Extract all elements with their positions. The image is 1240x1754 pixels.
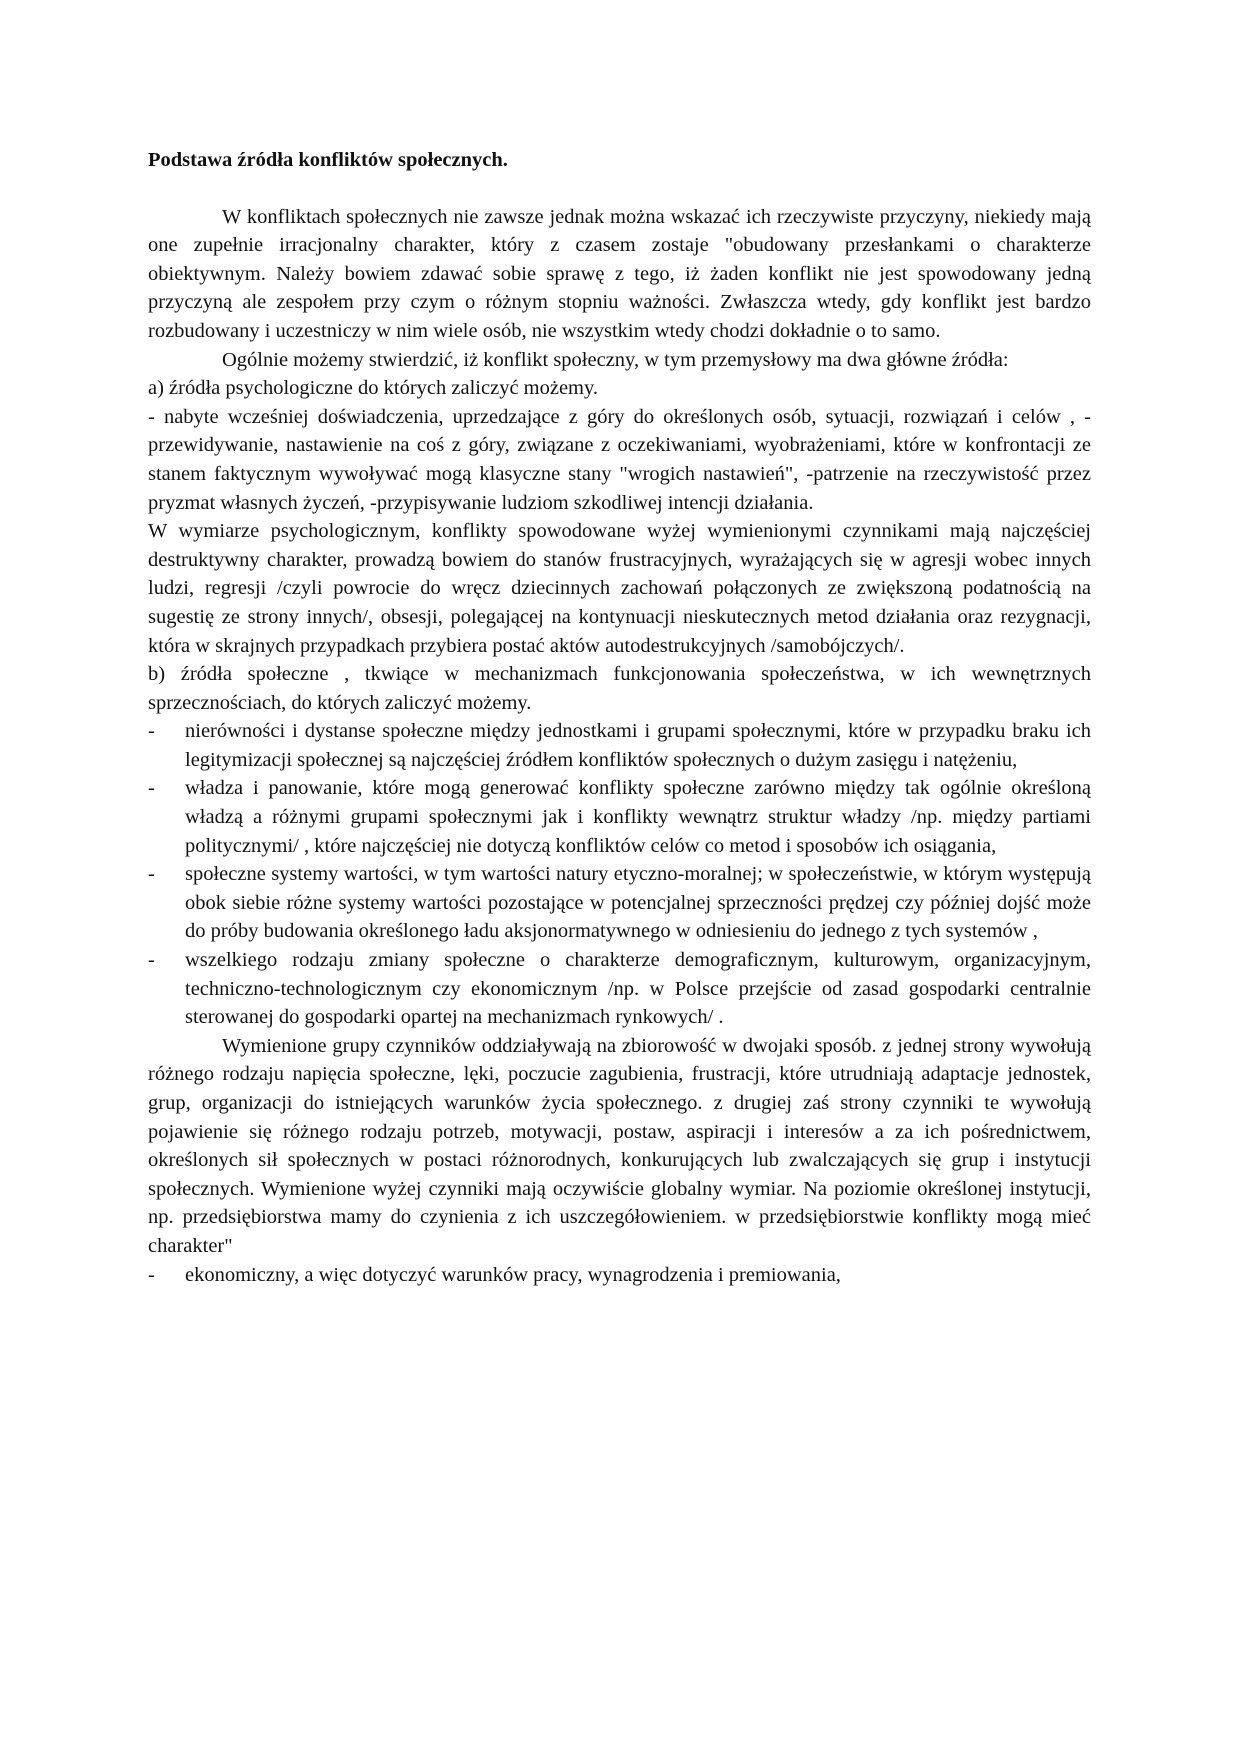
social-sources-list <box>148 717 1091 1032</box>
document-title: Podstawa źródła konfliktów społecznych. <box>148 149 508 171</box>
list-item <box>148 860 1091 946</box>
bullet-dash: - <box>148 949 155 972</box>
paragraph-two-sources: Ogólnie możemy stwierdzić, iż konflikt społeczny, w tym przemysłowy ma dwa główne źródła: <box>222 348 1009 371</box>
list-item <box>148 717 1091 774</box>
list-item-text: władza i panowanie, które mogą generować konflikty społeczne zarówno między tak ogólnie określoną władzą a różnymi grupami społecznymi jak i konflikty wewnątrz struktur władzy /np. między partiami politycznymi/ , które najczęściej nie dotyczą konfliktów celów co metod i sposobów ich osiągania, <box>185 777 1091 857</box>
paragraph-social-sources-heading: b) źródła społeczne , tkwiące w mechanizmach funkcjonowania społeczeństwa, w ich wewnętrznych sprzecznościach, do których zaliczyć możemy. <box>148 663 1091 714</box>
list-item <box>148 774 1091 860</box>
bullet-dash: - <box>148 720 155 743</box>
list-item-text: nierówności i dystanse społeczne między jednostkami i grupami społecznymi, które w przypadku braku ich legitymizacji społecznej są najczęściej źródłem konfliktów społecznych o dużym zasięgu i natężeniu, <box>185 720 1091 771</box>
list-item <box>148 946 1091 1032</box>
paragraph-psychological-sources-list: - nabyte wcześniej doświadczenia, uprzedzające z góry do określonych osób, sytuacji, rozwiązań i celów , -przewidywanie, nastawienie na coś z góry, związane z oczekiwaniami, wyobrażeniami, które w konfrontacji ze stanem faktycznym wywoływać mogą klasyczne stany "wrogich nastawień", -patrzenie na rzeczywistość przez pryzmat własnych życzeń, -przypisywanie ludziom szkodliwej intencji działania. <box>148 405 1091 514</box>
paragraph-factor-effects: Wymienione grupy czynników oddziaływają na zbiorowość w dwojaki sposób. z jednej strony wywołują różnego rodzaju napięcia społeczne, lęki, poczucie zagubienia, frustracji, które utrudniają adaptacje jednostek, grup, organizacji do istniejących warunków życia społecznego. z drugiej zaś strony czynniki te wywołują pojawienie się różnego rodzaju potrzeb, motywacji, postaw, aspiracji i interesów a za ich pośrednictwem, określonych sił społecznych w postaci różnorodnych, konkurujących lub zwalczających się grup i instytucji społecznych. Wymienione wyżej czynniki mają oczywiście globalny wymiar. Na poziomie określonej instytucji, np. przedsiębiorstwa mamy do czynienia z ich uszczegółowieniem. w przedsiębiorstwie konflikty mogą mieć charakter" <box>148 1034 1091 1257</box>
list-item <box>148 1261 1091 1290</box>
paragraph-psychological-sources-heading: a) źródła psychologiczne do których zaliczyć możemy. <box>148 377 599 400</box>
paragraph-psychological-dimension: W wymiarze psychologicznym, konflikty spowodowane wyżej wymienionymi czynnikami mają najczęściej destruktywny charakter, prowadzą bowiem do stanów frustracyjnych, wyrażających się w agresji wobec innych ludzi, regresji /czyli powrocie do wręcz dziecinnych zachowań połączonych ze zwiększoną podatnością na sugestię ze strony innych/, obsesji, polegającej na kontynuacji nieskutecznych metod działania oraz rezygnacji, która w skrajnych przypadkach przybiera postać aktów autodestrukcyjnych /samobójczych/. <box>148 520 1091 657</box>
enterprise-conflict-list <box>148 1261 1091 1290</box>
paragraph-intro: W konfliktach społecznych nie zawsze jednak można wskazać ich rzeczywiste przyczyny, niekiedy mają one zupełnie irracjonalny charakter, który z czasem zostaje "obudowany przesłankami o charakterze obiektywnym. Należy bowiem zdawać sobie sprawę z tego, iż żaden konflikt nie jest spowodowany jedną przyczyną ale zespołem przy czym o różnym stopniu ważności. Zwłaszcza wtedy, gdy konflikt jest bardzo rozbudowany i uczestniczy w nim wiele osób, nie wszystkim wtedy chodzi dokładnie o to samo. <box>148 205 1091 342</box>
bullet-dash: - <box>148 863 155 886</box>
bullet-dash: - <box>148 1263 155 1286</box>
list-item-text: ekonomiczny, a więc dotyczyć warunków pracy, wynagrodzenia i premiowania, <box>185 1263 841 1286</box>
document-page <box>148 146 1091 1289</box>
list-item-text: wszelkiego rodzaju zmiany społeczne o charakterze demograficznym, kulturowym, organizacyjnym, techniczno-technologicznym czy ekonomicznym /np. w Polsce przejście od zasad gospodarki centralnie sterowanej do gospodarki opartej na mechanizmach rynkowych/ . <box>185 949 1091 1029</box>
list-item-text: społeczne systemy wartości, w tym wartości natury etyczno-moralnej; w społeczeństwie, w którym występują obok siebie różne systemy wartości pozostające w potencjalnej sprzeczności prędzej czy później dojść może do próby budowania określonego ładu aksjonormatywnego w odniesieniu do jednego z tych systemów , <box>185 863 1091 943</box>
bullet-dash: - <box>148 777 155 800</box>
